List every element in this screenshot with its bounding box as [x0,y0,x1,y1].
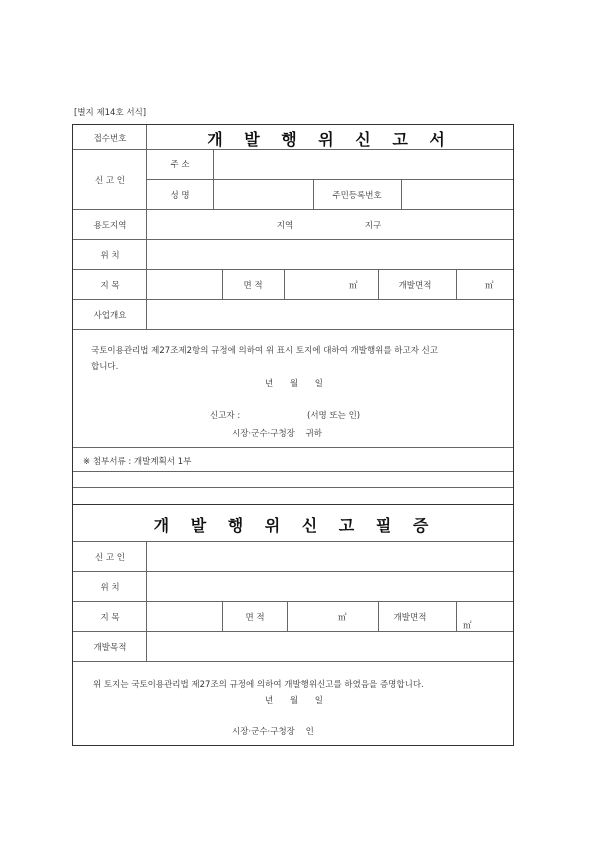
area-label: 면 적 [243,281,263,291]
cert-location-label: 위 치 [100,583,120,593]
report-date-line: 년 월 일 [264,379,324,389]
row-divider [73,239,513,240]
statement-line-1: 국토이용관리법 제27조제2항의 규정에 의하여 위 표시 토지에 대하여 개발행위를 하고자 신고 [91,346,439,356]
certificate-statement: 위 토지는 국토이용관리법 제27조의 규정에 의하여 개발행위신고를 하였음을 증명합니다. [93,680,424,690]
cert-development-area-unit: ㎡ [463,621,472,631]
location-label: 위 치 [100,251,120,261]
report-title: 개 발 행 위 신 고 서 [207,130,453,149]
row-divider [73,601,513,602]
development-report-form [72,124,514,746]
col-divider [146,125,147,329]
col-divider [456,269,457,299]
row-divider [73,661,513,662]
cert-area-label: 면 적 [245,613,265,623]
development-area-label: 개발면적 [398,281,432,291]
resident-number-label: 주민등록번호 [332,191,382,201]
row-divider [146,179,513,180]
col-divider [146,541,147,661]
statement-line-2: 합니다. [91,362,119,372]
cert-applicant-label: 신 고 인 [94,553,126,563]
area-unit: ㎡ [349,281,358,291]
col-divider [378,269,379,299]
form-number-caption: [별지 제14호 서식] [74,108,147,118]
project-summary-label: 사업개요 [93,311,127,321]
cert-development-area-label: 개발면적 [393,613,427,623]
attachments-note: ※ 첨부서류 : 개발계획서 1부 [83,457,192,467]
row-divider [73,487,513,488]
col-divider [213,149,214,209]
row-divider [73,447,513,448]
receipt-number-label: 접수번호 [93,134,127,144]
addressee: 시장·군수·구청장 귀하 [232,429,323,439]
certificate-title: 개 발 행 위 신 고 필 증 [153,516,437,535]
col-divider [401,179,402,209]
row-divider [73,329,513,330]
certificate-date-line: 년 월 일 [264,696,324,706]
cert-purpose-label: 개발목적 [93,643,127,653]
row-divider [73,299,513,300]
row-divider [73,471,513,472]
row-divider [73,269,513,270]
address-label: 주 소 [170,160,190,170]
report-statement [91,343,511,375]
name-label: 성 명 [170,191,190,201]
col-divider [313,179,314,209]
development-area-unit: ㎡ [485,281,494,291]
col-divider [456,601,457,631]
district-label: 지구 [364,221,382,231]
cert-land-category-label: 지 목 [100,613,120,623]
row-divider [73,209,513,210]
cert-area-unit: ㎡ [338,613,347,623]
region-label: 지역 [276,221,294,231]
zoning-label: 용도지역 [93,221,127,231]
col-divider [222,601,223,631]
signature-note: (서명 또는 인) [307,411,361,421]
col-divider [287,601,288,631]
certificate-issuer: 시장·군수·구청장 인 [232,727,314,737]
col-divider [284,269,285,299]
section-divider [73,504,513,505]
col-divider [378,601,379,631]
reporter-label: 신고자 : [210,411,241,421]
applicant-label: 신 고 인 [94,176,126,186]
land-category-label: 지 목 [100,281,120,291]
col-divider [222,269,223,299]
row-divider [73,571,513,572]
row-divider [73,541,513,542]
row-divider [73,631,513,632]
